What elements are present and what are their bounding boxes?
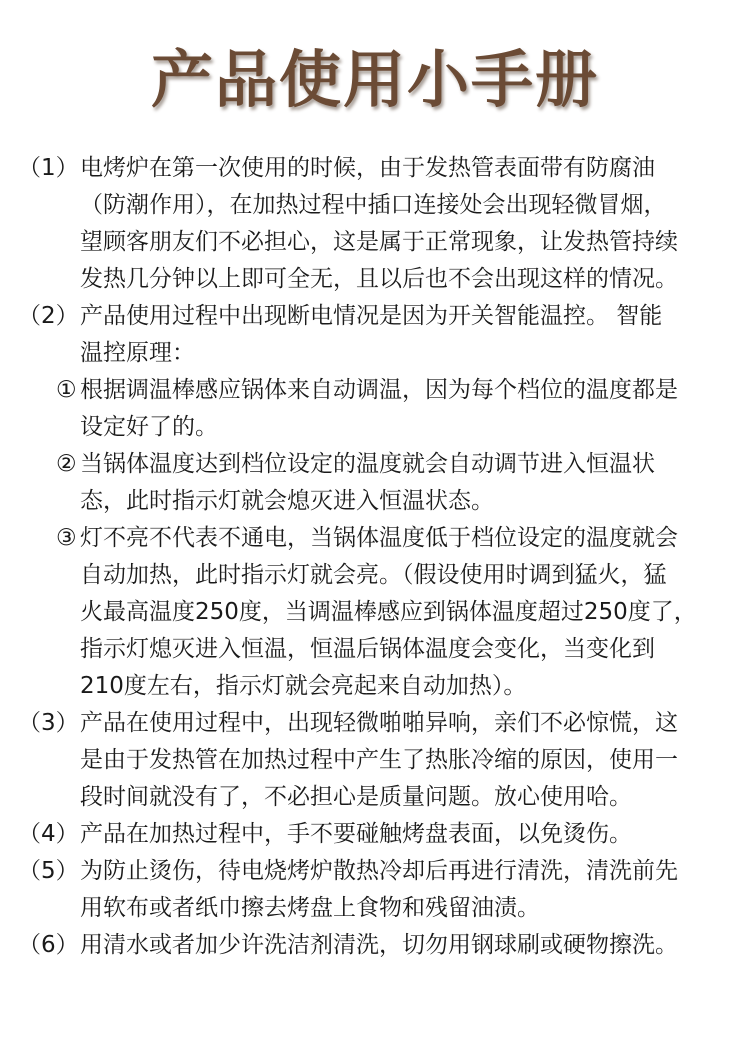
item-number: （1） <box>18 155 79 181</box>
item-text: 为防止烫伤，待电烧烤炉散热冷却后再进行清洗，清洗前先 <box>80 858 678 884</box>
manual-item-2 <box>18 298 740 705</box>
sub-item-3 <box>18 520 740 705</box>
manual-item-3 <box>18 705 740 816</box>
manual-item-1 <box>18 150 740 298</box>
item-line: 用软布或者纸巾擦去烤盘上食物和残留油渍。 <box>80 895 540 921</box>
sub-text: 灯不亮不代表不通电，当锅体温度低于档位设定的温度就会 <box>80 525 678 551</box>
item-number: （5） <box>18 858 79 884</box>
item-text: 电烤炉在第一次使用的时候，由于发热管表面带有防腐油 <box>80 155 655 181</box>
sub-line: 自动加热，此时指示灯就会亮。（假设使用时调到猛火，猛 <box>80 562 667 588</box>
sub-line: 火最高温度250度，当调温棒感应到锅体温度超过250度了， <box>80 599 697 625</box>
sub-line: 210度左右，指示灯就会亮起来自动加热）。 <box>80 673 527 699</box>
item-line: （防潮作用），在加热过程中插口连接处会出现轻微冒烟， <box>80 192 667 218</box>
manual-item-6 <box>18 927 740 964</box>
item-line: 是由于发热管在加热过程中产生了热胀冷缩的原因，使用一 <box>80 747 678 773</box>
sub-item-2 <box>18 446 740 520</box>
item-line: 望顾客朋友们不必担心，这是属于正常现象，让发热管持续 <box>80 229 678 255</box>
item-line <box>18 705 740 742</box>
item-line <box>18 853 740 890</box>
item-text: 用清水或者加少许洗洁剂清洗，切勿用钢球刷或硬物擦洗。 <box>80 932 678 958</box>
item-text: 产品在加热过程中，手不要碰触烤盘表面，以免烫伤。 <box>80 821 632 847</box>
item-text: 产品使用过程中出现断电情况是因为开关智能温控。 智能 <box>80 303 663 329</box>
sub-item-1 <box>18 372 740 446</box>
item-line: 发热几分钟以上即可全无，且以后也不会出现这样的情况。 <box>80 266 678 292</box>
sub-line: 态，此时指示灯就会熄灭进入恒温状态。 <box>80 488 494 514</box>
item-number: （6） <box>18 932 79 958</box>
circled-number: ③ <box>56 525 77 551</box>
circled-number: ① <box>56 377 77 403</box>
item-number: （3） <box>18 710 79 736</box>
item-line <box>18 927 740 964</box>
item-line <box>18 298 740 335</box>
item-number: （4） <box>18 821 79 847</box>
sub-line: 指示灯熄灭进入恒温，恒温后锅体温度会变化，当变化到 <box>80 636 655 662</box>
sub-line: 设定好了的。 <box>80 414 218 440</box>
page-title: 产品使用小手册 <box>150 43 599 116</box>
sub-line <box>18 372 740 409</box>
manual-item-4 <box>18 816 740 853</box>
item-line <box>18 816 740 853</box>
manual-item-5 <box>18 853 740 927</box>
item-number: （2） <box>18 303 79 329</box>
item-text: 产品在使用过程中，出现轻微啪啪异响，亲们不必惊慌，这 <box>80 710 678 736</box>
item-line <box>18 150 740 187</box>
item-line: 段时间就没有了，不必担心是质量问题。放心使用哈。 <box>80 784 632 810</box>
sub-line <box>18 446 740 483</box>
circled-number: ② <box>56 451 77 477</box>
sub-text: 当锅体温度达到档位设定的温度就会自动调节进入恒温状 <box>80 451 655 477</box>
manual-content <box>18 150 740 964</box>
sub-line <box>18 520 740 557</box>
item-line: 温控原理： <box>80 340 195 366</box>
sub-text: 根据调温棒感应锅体来自动调温，因为每个档位的温度都是 <box>80 377 678 403</box>
